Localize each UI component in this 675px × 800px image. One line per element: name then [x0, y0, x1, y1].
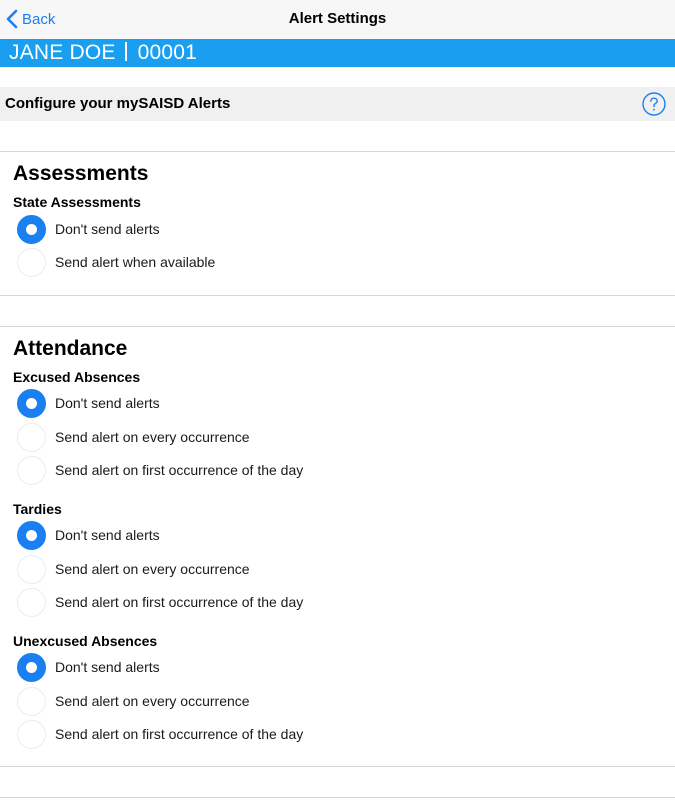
- divider: [0, 766, 675, 767]
- config-title: Configure your mySAISD Alerts: [5, 95, 231, 112]
- radio-button[interactable]: [17, 720, 46, 749]
- radio-option[interactable]: [17, 554, 417, 584]
- radio-option[interactable]: [17, 719, 417, 749]
- divider: [0, 797, 675, 798]
- radio-button[interactable]: [17, 687, 46, 716]
- help-icon[interactable]: [642, 92, 666, 116]
- radio-option[interactable]: [17, 686, 417, 716]
- radio-option[interactable]: [17, 587, 417, 617]
- student-name: JANE DOE: [9, 41, 116, 64]
- section-title-attendance: Attendance: [13, 337, 128, 360]
- radio-button[interactable]: [17, 588, 46, 617]
- navigation-bar: [0, 0, 675, 39]
- radio-label: Send alert on every occurrence: [55, 693, 250, 709]
- radio-option[interactable]: [17, 422, 417, 452]
- radio-button[interactable]: [17, 248, 46, 277]
- page-title: Alert Settings: [288, 10, 387, 27]
- radio-option[interactable]: [17, 388, 417, 418]
- radio-option[interactable]: [17, 455, 417, 485]
- radio-option[interactable]: [17, 247, 417, 277]
- radio-button[interactable]: [17, 653, 46, 682]
- radio-button[interactable]: [17, 456, 46, 485]
- section-title-assessments: Assessments: [13, 162, 149, 185]
- radio-option[interactable]: [17, 652, 417, 682]
- group-title-tardies: Tardies: [13, 501, 62, 517]
- radio-label: Don't send alerts: [55, 527, 160, 543]
- radio-option[interactable]: [17, 214, 417, 244]
- separator: [125, 42, 127, 61]
- divider: [0, 151, 675, 152]
- radio-label: Send alert on every occurrence: [55, 429, 250, 445]
- group-title-excused-absences: Excused Absences: [13, 369, 141, 385]
- radio-label: Send alert on every occurrence: [55, 561, 250, 577]
- radio-button[interactable]: [17, 555, 46, 584]
- radio-button[interactable]: [17, 389, 46, 418]
- back-label: Back: [22, 10, 56, 28]
- divider: [0, 326, 675, 327]
- radio-button[interactable]: [17, 521, 46, 550]
- radio-label: Send alert on first occurrence of the day: [55, 462, 304, 478]
- divider: [0, 295, 675, 296]
- config-header: [0, 87, 675, 121]
- radio-label: Don't send alerts: [55, 659, 160, 675]
- radio-button[interactable]: [17, 215, 46, 244]
- radio-label: Send alert on first occurrence of the day: [55, 726, 304, 742]
- group-title-state-assessments: State Assessments: [13, 194, 141, 210]
- radio-label: Send alert when available: [55, 254, 216, 270]
- group-title-unexcused-absences: Unexcused Absences: [13, 633, 158, 649]
- radio-label: Send alert on first occurrence of the day: [55, 594, 304, 610]
- radio-option[interactable]: [17, 520, 417, 550]
- radio-label: Don't send alerts: [55, 221, 160, 237]
- radio-button[interactable]: [17, 423, 46, 452]
- radio-label: Don't send alerts: [55, 395, 160, 411]
- student-banner: [0, 39, 675, 67]
- student-id: 00001: [137, 41, 198, 64]
